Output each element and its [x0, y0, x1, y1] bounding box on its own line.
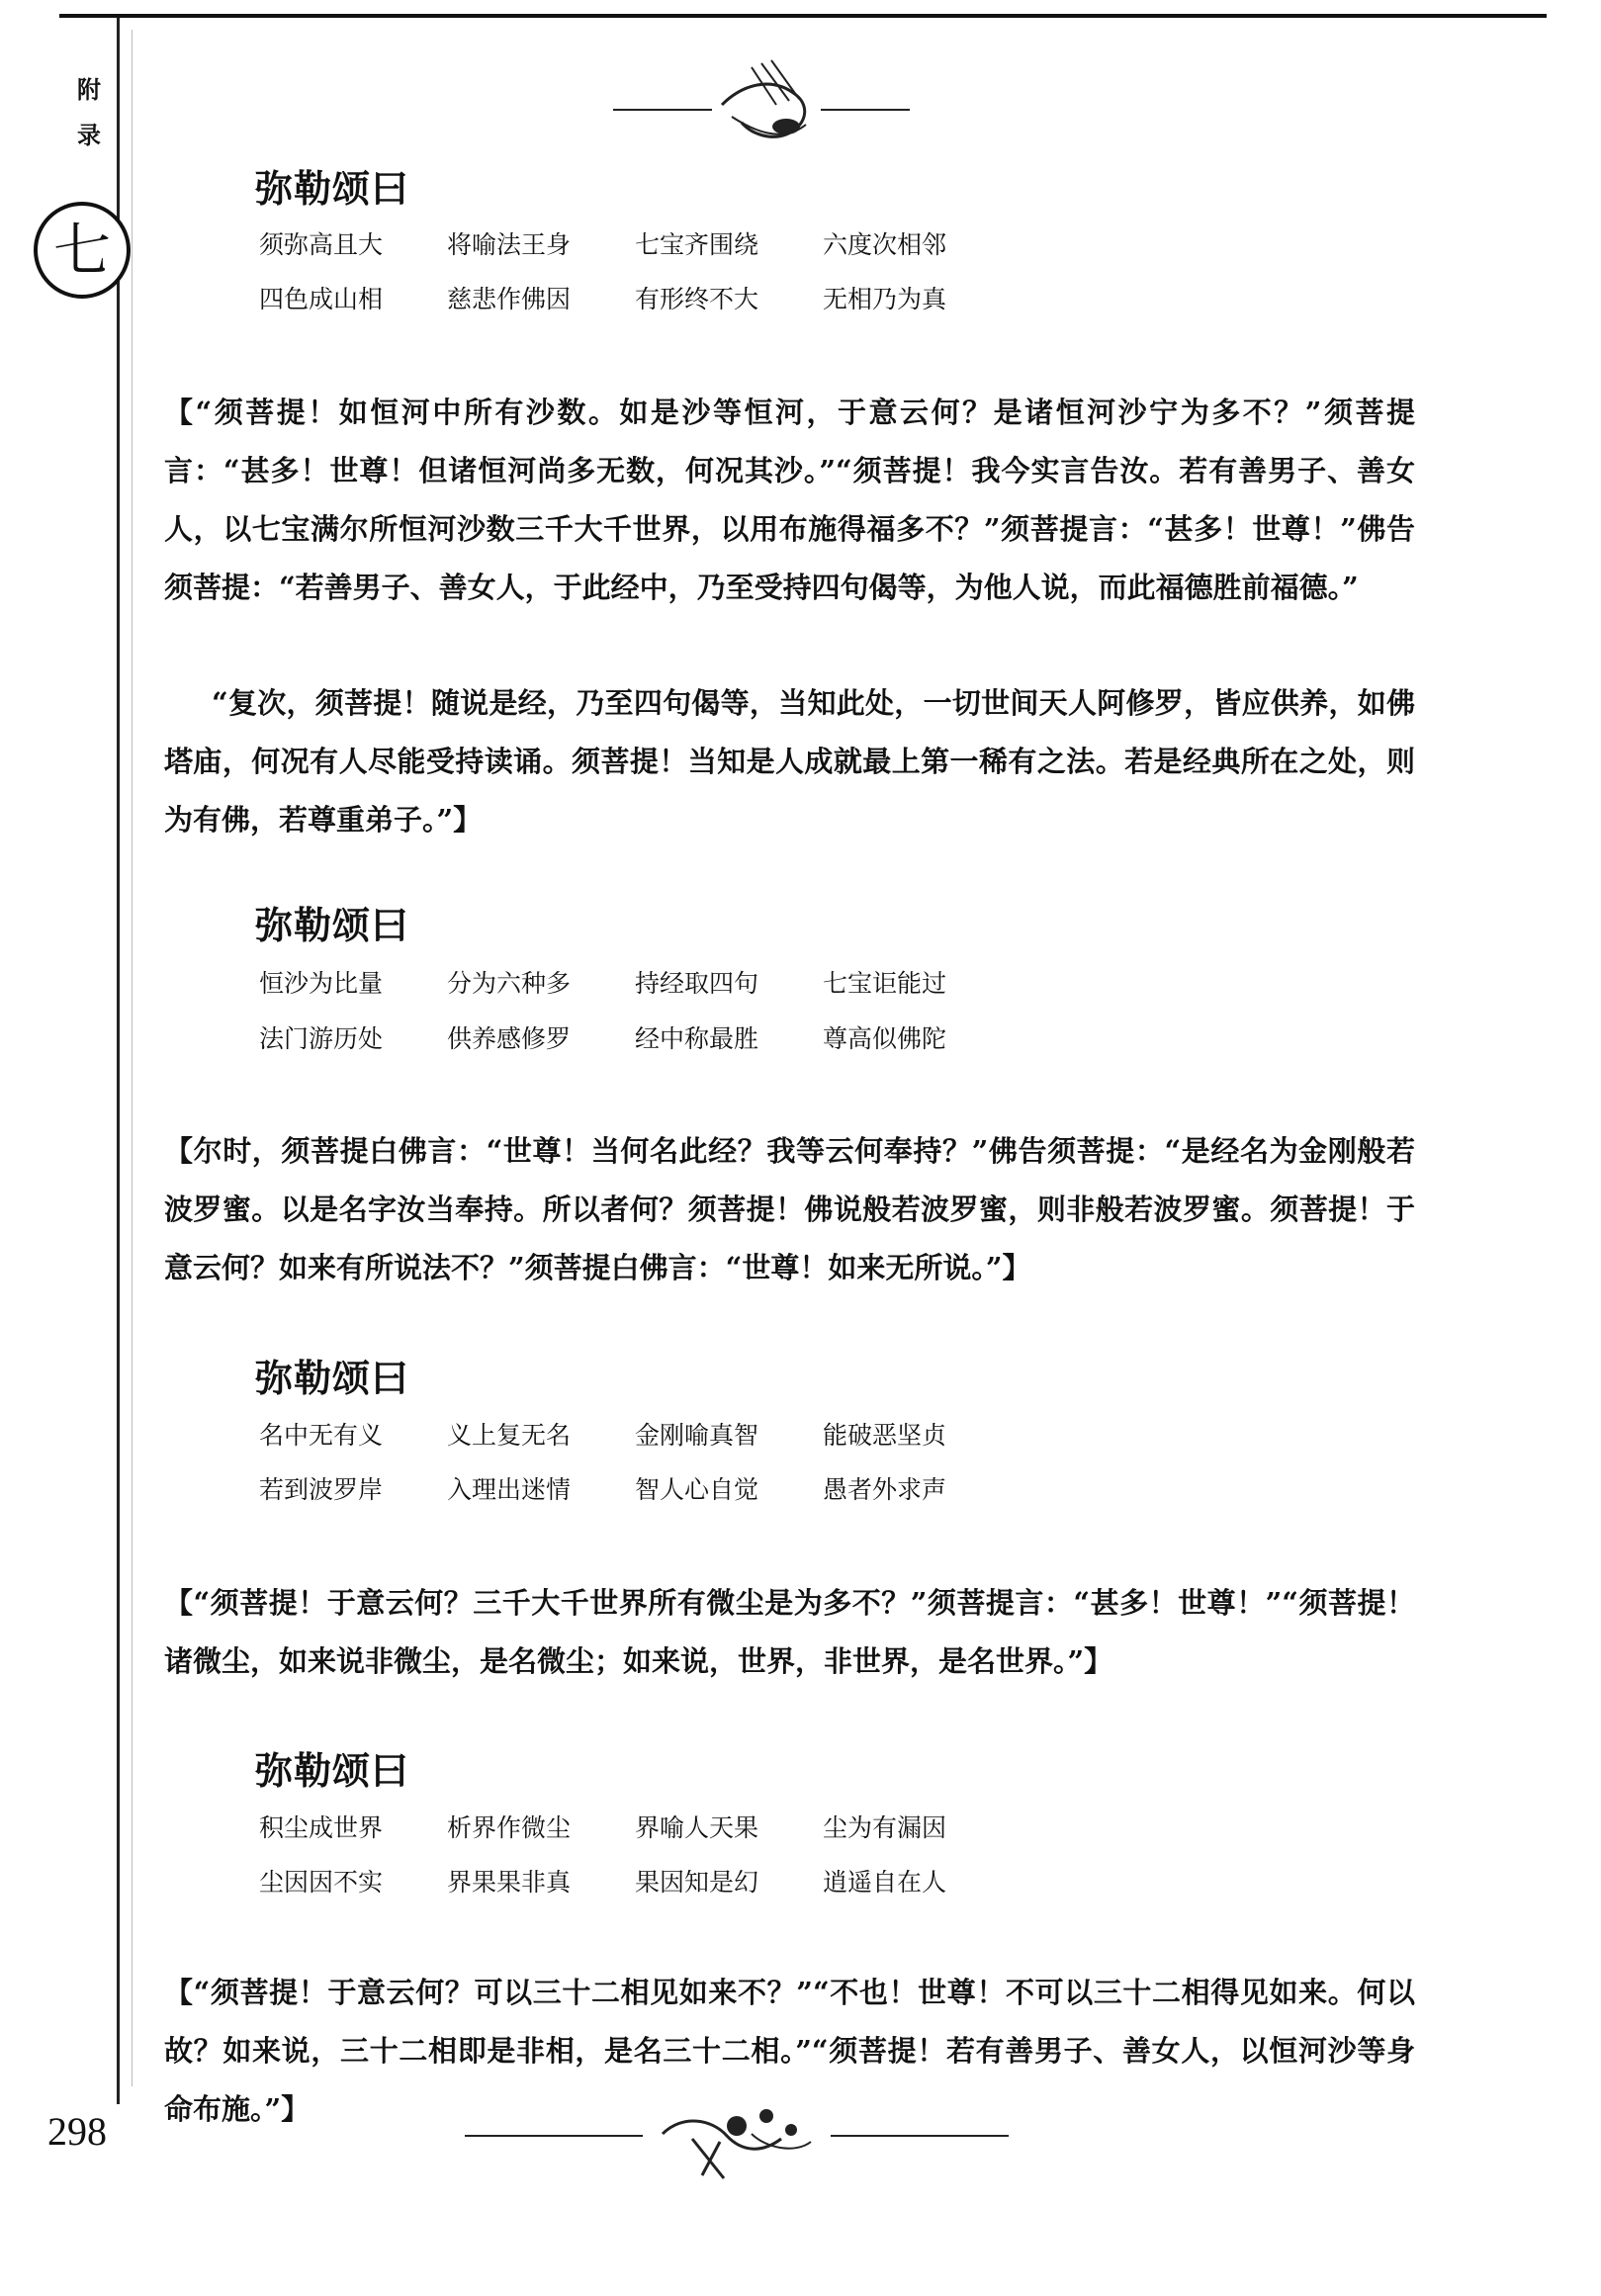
margin-rule	[117, 18, 120, 2104]
verse-phrase: 持经取四句	[635, 969, 759, 998]
bottom-ornament-icon	[465, 2094, 1019, 2183]
verse-phrase: 慈悲作佛因	[447, 285, 572, 313]
verse-phrase: 分为六种多	[447, 969, 572, 998]
verse-phrase: 智人心自觉	[635, 1475, 759, 1504]
verse-title: 弥勒颂曰	[255, 904, 410, 947]
verse-line	[259, 1863, 1011, 1899]
page-number: 298	[47, 2109, 107, 2154]
verse-phrase: 法门游历处	[259, 1024, 384, 1053]
verse-line	[259, 1470, 1011, 1506]
verse-phrase: 积尘成世界	[259, 1813, 384, 1842]
verse-phrase: 金刚喻真智	[635, 1421, 759, 1450]
verse-line	[259, 280, 1011, 315]
verse-phrase: 入理出迷情	[447, 1475, 572, 1504]
verse-title: 弥勒颂曰	[255, 1749, 410, 1793]
verse-line	[259, 225, 1011, 261]
verse-phrase: 七宝齐围绕	[635, 230, 759, 259]
verse-phrase: 义上复无名	[447, 1421, 572, 1450]
sutra-passage: 【“须菩提！于意云何？可以三十二相见如来不？”“不也！世尊！不可以三十二相得见如来。何以故？如来说，三十二相即是非相，是名三十二相。”“须菩提！若有善男子、善女人，以恒河沙等身命布施。”】	[164, 1976, 1415, 2126]
verse-phrase: 经中称最胜	[635, 1024, 759, 1053]
verse-phrase: 无相乃为真	[823, 285, 947, 313]
header-rule	[59, 14, 1547, 18]
verse-phrase: 析界作微尘	[447, 1813, 572, 1842]
verse-title: 弥勒颂曰	[255, 1357, 410, 1400]
verse-phrase: 界果果非真	[447, 1868, 572, 1897]
verse-phrase: 逍遥自在人	[823, 1868, 947, 1897]
verse-phrase: 界喻人天果	[635, 1813, 759, 1842]
top-ornament-icon	[613, 55, 930, 164]
margin-guide-line	[132, 30, 133, 2086]
chapter-number-badge: 七	[34, 202, 131, 299]
verse-title: 弥勒颂曰	[255, 167, 410, 211]
verse-phrase: 尘因因不实	[259, 1868, 384, 1897]
verse-phrase: 四色成山相	[259, 285, 384, 313]
section-label: 附录	[77, 75, 101, 149]
sutra-passage: 【“须菩提！如恒河中所有沙数。如是沙等恒河，于意云何？是诸恒河沙宁为多不？”须菩提言：“甚多！世尊！但诸恒河尚多无数，何况其沙。”“须菩提！我今实言告汝。若有善男子、善女人，以七宝满尔所恒河沙数三千大千世界，以用布施得福多不？”须菩提言：“甚多！世尊！”佛告须菩提：“若善男子、善女人，于此经中，乃至受持四句偈等，为他人说，而此福德胜前福德。”	[164, 396, 1415, 604]
verse-phrase: 能破恶坚贞	[823, 1421, 947, 1450]
verse-line	[259, 1809, 1011, 1844]
verse-phrase: 愚者外求声	[823, 1475, 947, 1504]
sutra-passage: 【尔时，须菩提白佛言：“世尊！当何名此经？我等云何奉持？”佛告须菩提：“是经名为金刚般若波罗蜜。以是名字汝当奉持。所以者何？须菩提！佛说般若波罗蜜，则非般若波罗蜜。须菩提！于意云何？如来有所说法不？”须菩提白佛言：“世尊！如来无所说。”】	[164, 1134, 1415, 1284]
verse-line	[259, 1019, 1011, 1055]
verse-phrase: 恒沙为比量	[259, 969, 384, 998]
sutra-passage: 【“须菩提！于意云何？三千大千世界所有微尘是为多不？”须菩提言：“甚多！世尊！”“须菩提！诸微尘，如来说非微尘，是名微尘；如来说，世界，非世界，是名世界。”】	[164, 1586, 1415, 1678]
sutra-passage: “复次，须菩提！随说是经，乃至四句偈等，当知此处，一切世间天人阿修罗，皆应供养，如佛塔庙，何况有人尽能受持读诵。须菩提！当知是人成就最上第一稀有之法。若是经典所在之处，则为有佛，若尊重弟子。”】	[164, 686, 1415, 837]
verse-phrase: 六度次相邻	[823, 230, 947, 259]
verse-phrase: 七宝讵能过	[823, 969, 947, 998]
verse-phrase: 有形终不大	[635, 285, 759, 313]
verse-phrase: 尘为有漏因	[823, 1813, 947, 1842]
verse-phrase: 名中无有义	[259, 1421, 384, 1450]
verse-phrase: 须弥高且大	[259, 230, 384, 259]
verse-line	[259, 1416, 1011, 1452]
verse-phrase: 果因知是幻	[635, 1868, 759, 1897]
verse-phrase: 尊高似佛陀	[823, 1024, 947, 1053]
verse-phrase: 若到波罗岸	[259, 1475, 384, 1504]
verse-phrase: 将喻法王身	[447, 230, 572, 259]
verse-phrase: 供养感修罗	[447, 1024, 572, 1053]
verse-line	[259, 964, 1011, 1000]
